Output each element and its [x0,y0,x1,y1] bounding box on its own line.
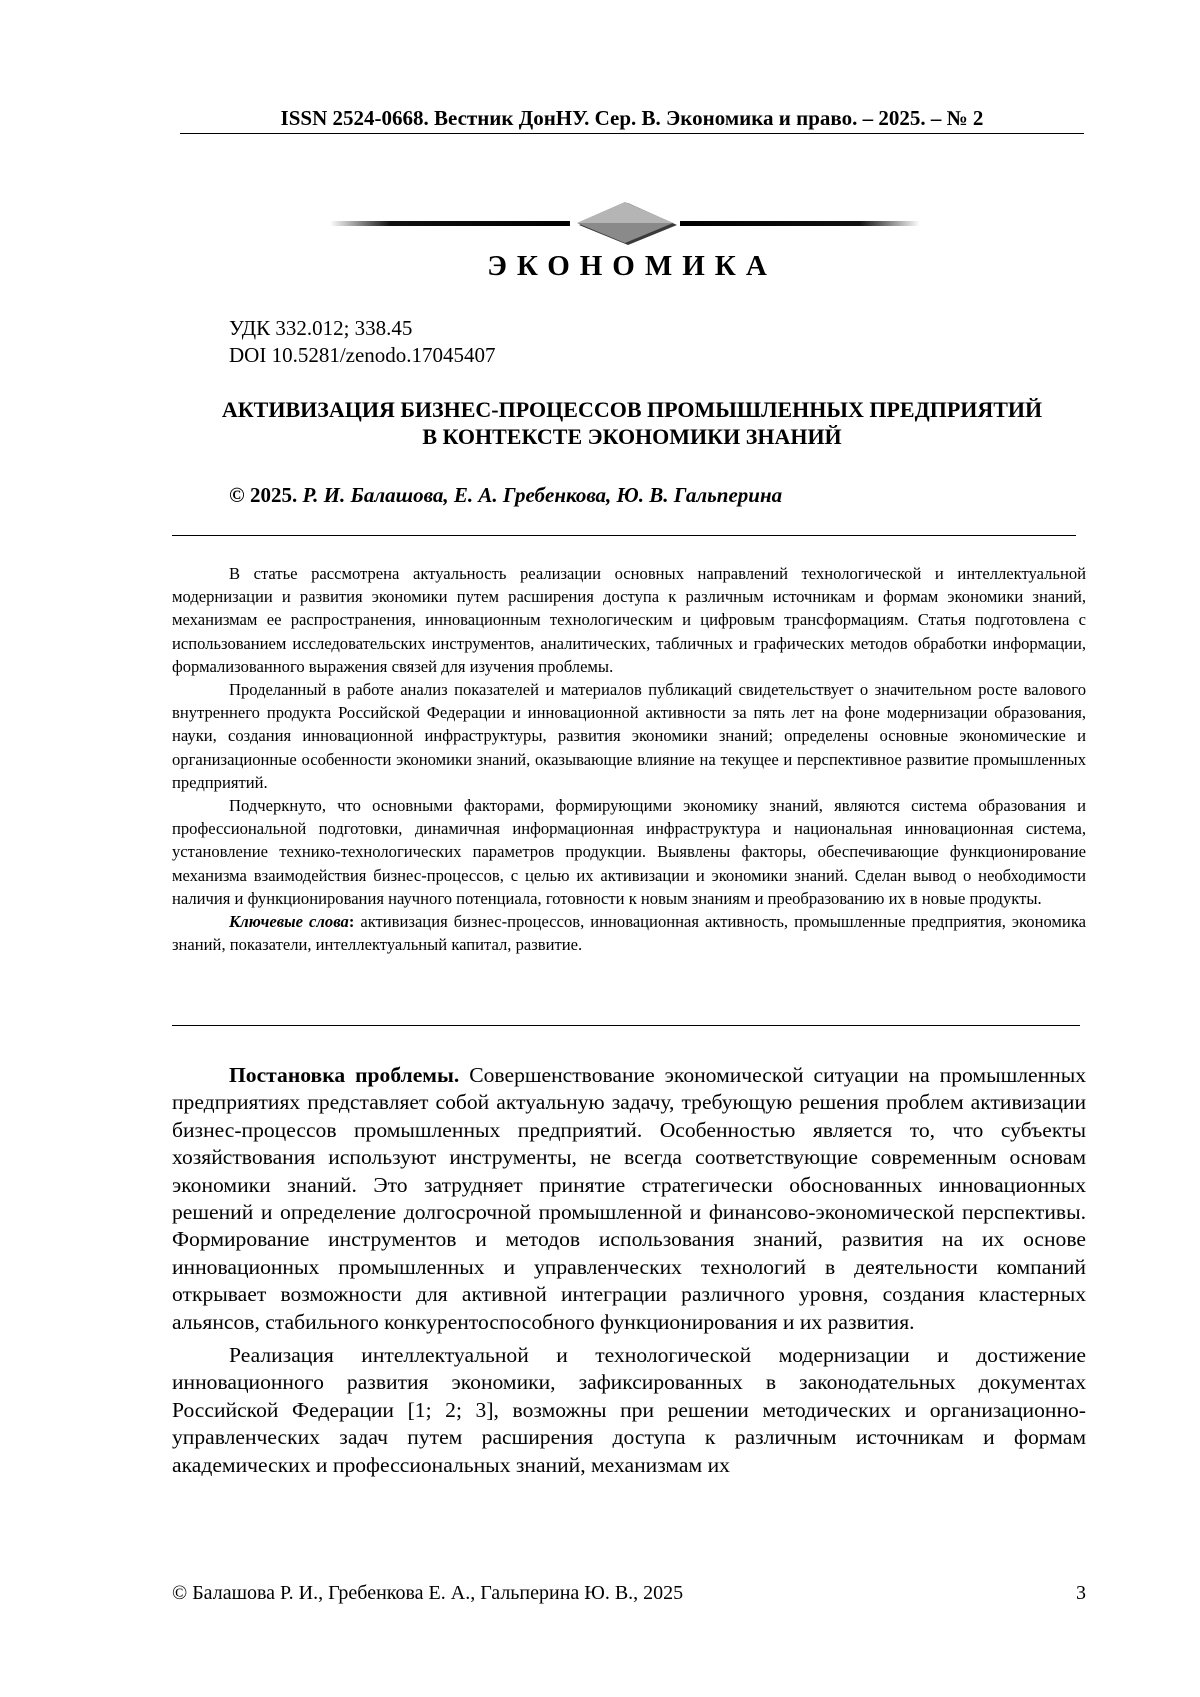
authors-line [229,483,782,508]
ornament-diamond-highlight [577,202,673,223]
keywords [172,910,1086,956]
doi: DOI 10.5281/zenodo.17045407 [229,343,496,367]
body-paragraph: Реализация интеллектуальной и технологической модернизации и достижение инновационного развития экономики, зафиксированных в законодательных документах Российской Федерации [1; 2; 3], возможны при решении методических и организационно-управленческих задач путем расширения доступа к различным источникам и формам академических и профессиональных знаний, механизмам их [172,1343,1086,1477]
ornament-left-bar [330,221,570,226]
abstract-paragraph: В статье рассмотрена актуальность реализации основных направлений технологической и интеллектуальной модернизации и развития экономики путем расширения доступа к различным источникам и формам экономики знаний, механизмам ее распространения, инновационным технологическим и цифровым трансформациям. Статья подготовлена с использованием исследовательских инструментов, аналитических, табличных и графических методов обработки информации, формализованного выражения связей для изучения проблемы. [172,564,1086,676]
section-heading: ЭКОНОМИКА [487,250,777,282]
article-title-line: АКТИВИЗАЦИЯ БИЗНЕС-ПРОЦЕССОВ ПРОМЫШЛЕННЫХ ПРЕДПРИЯТИЙ [221,397,1043,422]
udk-code: УДК 332.012; 338.45 [229,316,413,340]
keywords-colon: : [348,912,355,932]
article-title-line: В КОНТЕКСТЕ ЭКОНОМИКИ ЗНАНИЙ [422,424,842,449]
copyright-year: © 2025. [229,483,298,507]
author-names: Р. И. Балашова, Е. А. Гребенкова, Ю. В. Гальперина [302,483,783,507]
article-title [160,396,1104,450]
abstract-paragraph: Подчеркнуто, что основными факторами, формирующими экономику знаний, являются система образования и профессиональной подготовки, динамичная информационная инфраструктура и национальная инновационная система, установление технико-технологических параметров продукции. Выявлены факторы, обеспечивающие функционирование механизма взаимодействия бизнес-процессов, с целью их активизации и экономики знаний. Сделан вывод о необходимости наличия и функционирования научного потенциала, готовности к новым знаниям и преобразованию их в новые продукты. [172,796,1086,908]
article-body [172,1062,1086,1485]
abstract-bottom-rule [172,1025,1080,1026]
body-paragraph-text: Совершенствование экономической ситуации на промышленных предприятиях представляет собой актуальную задачу, требующую решения проблем активизации бизнес-процессов промышленных предприятий. Особенностью является то, что субъекты хозяйствования используют инструменты, не всегда соответствующие современным основам экономики знаний. Это затрудняет принятие стратегически обоснованных инновационных решений и определение долгосрочной промышленной и финансово-экономической перспективы. Формирование инструментов и методов использования знаний, развития на их основе инновационных промышленных и управленческих технологий в деятельности компаний открывает возможности для активной интеграции различного уровня, создания кластерных альянсов, стабильного конкурентоспособного функционирования и их развития. [172,1063,1086,1334]
abstract-top-rule [172,535,1076,536]
page-number: 3 [1076,1582,1086,1604]
abstract [172,562,1086,956]
body-paragraph [172,1062,1086,1336]
keywords-label: Ключевые слова [229,912,349,932]
header-rule [180,133,1084,134]
section-lead: Постановка проблемы. [229,1063,460,1087]
keywords-list: активизация бизнес-процессов, инновационная активность, промышленные предприятия, экономика знаний, показатели, интеллектуальный капитал, развитие. [172,912,1086,955]
identifiers [229,315,496,369]
section-ornament [330,200,920,246]
footer-copyright: © Балашова Р. И., Гребенкова Е. А., Гальперина Ю. В., 2025 [172,1582,684,1604]
ornament-right-bar [680,221,920,226]
abstract-paragraph: Проделанный в работе анализ показателей и материалов публикаций свидетельствует о значительном росте валового внутреннего продукта Российской Федерации и инновационной активности за пять лет на фоне модернизации образования, науки, создания инновационной инфраструктуры, развития экономики знаний; определены основные экономические и организационные особенности экономики знаний, оказывающие влияние на текущее и перспективное развитие промышленных предприятий. [172,680,1086,792]
running-header: ISSN 2524-0668. Вестник ДонНУ. Сер. В. Экономика и право. – 2025. – № 2 [280,106,984,130]
